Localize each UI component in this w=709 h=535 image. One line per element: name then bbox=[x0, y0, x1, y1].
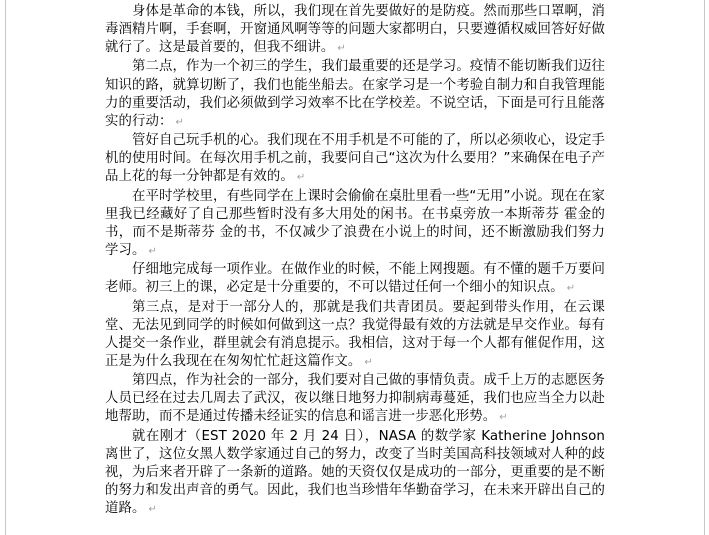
paragraph-mark-icon: ↵ bbox=[566, 283, 576, 295]
document-body[interactable] bbox=[105, 3, 605, 519]
paragraph-mark-icon: ↵ bbox=[296, 172, 306, 184]
paragraph-7 bbox=[105, 372, 605, 427]
paragraph-mark-icon: ↵ bbox=[337, 43, 346, 55]
paragraph-text: 第二点，作为一个初三的学生，我们最重要的还是学习。疫情不能切断我们迈往知识的路，就算切断了，我们也能坐船去。在家学习是一个考验自制力和自我管理能力的重要活动，我们必须做到学习效率不比在学校差。不说空话，下面是可行且能落实的行动： bbox=[105, 59, 605, 129]
paragraph-1 bbox=[105, 3, 605, 58]
paragraph-text: 在平时学校里，有些同学在上课时会偷偷在桌肚里看一些“无用”小说。现在在家里我已经藏好了自己那些暂时没有多大用处的闲书。在书桌旁放一本斯蒂芬 霍金的书，而不是斯蒂芬 金的书，不仅减少了浪费在小说上的时间，还不断激励我们努力学习。 bbox=[105, 188, 605, 259]
paragraph-mark-icon: ↵ bbox=[499, 412, 508, 424]
page-edge-right bbox=[704, 0, 705, 535]
paragraph-mark-icon: ↵ bbox=[148, 246, 157, 258]
paragraph-mark-icon: ↵ bbox=[364, 356, 373, 368]
paragraph-5 bbox=[105, 261, 605, 298]
page-edge-left bbox=[5, 0, 6, 535]
paragraph-text: 就在刚才（EST 2020 年 2 月 24 日），NASA 的数学家 Katherine Johnson 离世了，这位女黑人数学家通过自己的努力，改变了当时美国高科技领域对人种的歧视，为后来者开辟了一条新的道路。她的天资仅仅是成功的一部分，更重要的是不断的努力和发出声音的勇气。因此，我们也当珍惜年华勤奋学习，在未来开辟出自己的道路。 bbox=[105, 428, 605, 517]
paragraph-mark-icon: ↵ bbox=[148, 504, 157, 516]
paragraph-text: 第三点，是对于一部分人的，那就是我们共青团员。要起到带头作用，在云课堂、无法见到同学的时候如何做到这一点？我觉得最有效的方法就是早交作业。每有人提交一条作业，群里就会有消息提示。我相信，这对于每一个人都有催促作用，这正是为什么我现在在匆匆忙忙赶这篇作文。 bbox=[105, 299, 605, 369]
paragraph-text: 第四点，作为社会的一部分，我们要对自己做的事情负责。成千上万的志愿医务人员已经在过去几周去了武汉，夜以继日地努力抑制病毒蔓延，我们也应当全力以赴地帮助，而不是通过传播未经证实的信息和谣言进一步恶化形势。 bbox=[105, 373, 605, 425]
paragraph-4 bbox=[105, 188, 605, 262]
paragraph-text: 身体是革命的本钱，所以，我们现在首先要做好的是防疫。然而那些口罩啊，消毒酒精片啊，手套啊，开窗通风啊等等的问题大家都明白，只要遵循权威回答好好做就行了。这是最首要的，但我不细讲。 bbox=[105, 4, 605, 56]
paragraph-6 bbox=[105, 299, 605, 373]
paragraph-3 bbox=[105, 132, 605, 187]
paragraph-8 bbox=[105, 428, 605, 520]
paragraph-2 bbox=[105, 58, 605, 132]
paragraph-mark-icon: ↵ bbox=[175, 116, 184, 128]
paragraph-text: 仔细地完成每一项作业。在做作业的时候，不能上网搜题。有不懂的题千万要问老师。初三上的课，必定是十分重要的，不可以错过任何一个细小的知识点。 bbox=[105, 262, 605, 296]
paragraph-text: 管好自己玩手机的心。我们现在不用手机是不可能的了，所以必须收心，设定手机的使用时间。在每次用手机之前，我要问自己“这次为什么要用？”来确保在电子产品上花的每一分钟都是有效的。 bbox=[105, 133, 605, 185]
